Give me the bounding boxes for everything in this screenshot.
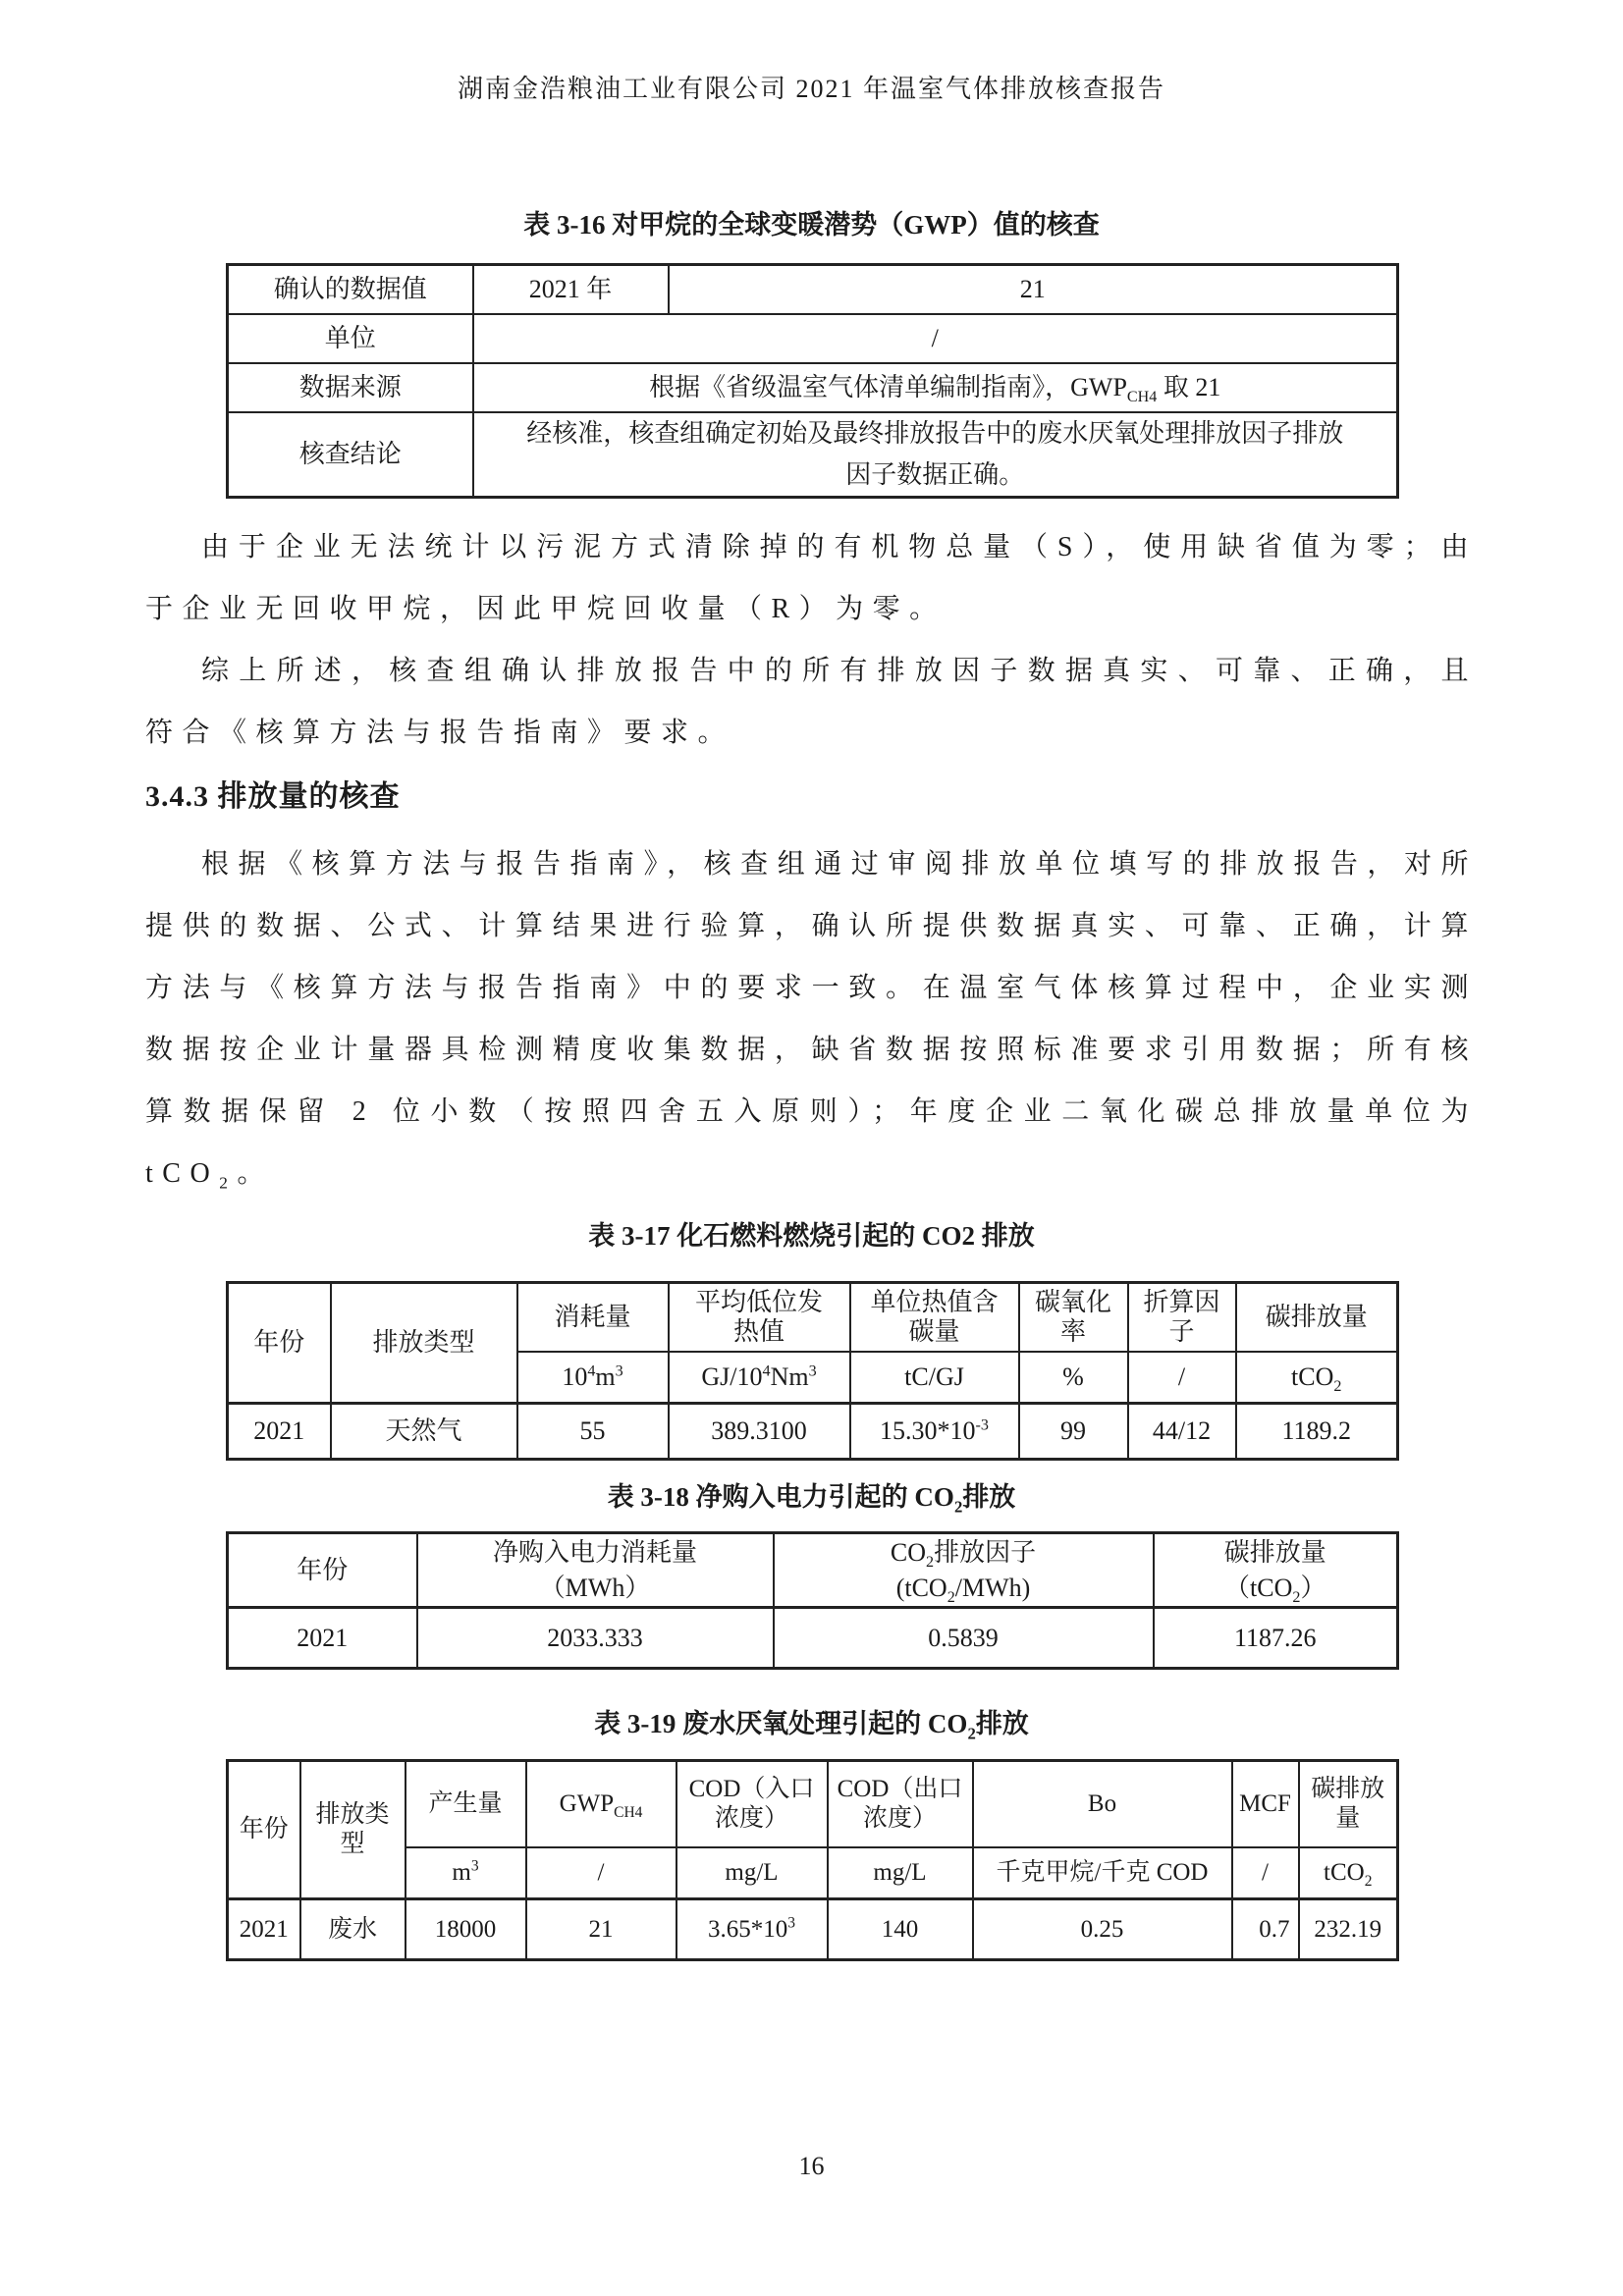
data-cell: 1187.26 — [1154, 1608, 1398, 1669]
table-header-row — [228, 1533, 1398, 1608]
unit-cell: / — [526, 1847, 676, 1899]
header-cell: 碳排放 量 — [1299, 1761, 1398, 1847]
unit-cell: tCO$_2$ — [1236, 1352, 1398, 1404]
header-cell: 折算因 子 — [1128, 1283, 1236, 1352]
header-cell: $CO_2$排放因子 (tCO$_2$/MWh) — [774, 1533, 1154, 1608]
data-cell: 2033.333 — [417, 1608, 774, 1669]
table-row — [228, 314, 1398, 363]
header-cell: 单位热值含 碳量 — [850, 1283, 1019, 1352]
unit-cell: % — [1019, 1352, 1128, 1404]
unit-cell: 千克甲烷/千克 COD — [973, 1847, 1232, 1899]
data-cell: 天然气 — [331, 1404, 517, 1460]
header-cell: 年份 — [228, 1283, 331, 1404]
header-cell: 净购入电力消耗量 （MWh） — [417, 1533, 774, 1608]
data-cell: 18000 — [406, 1899, 526, 1960]
header-cell: 碳排放量 — [1236, 1283, 1398, 1352]
row-label: 数据来源 — [228, 363, 473, 412]
header-cell: Bo — [973, 1761, 1232, 1847]
caption-table-3-16: 表 3-16 对甲烷的全球变暖潜势（GWP）值的核查 — [523, 210, 1100, 240]
confirmed-value-cell: 21 — [669, 265, 1398, 314]
row-label: 单位 — [228, 314, 473, 363]
page-number: 16 — [798, 2152, 825, 2180]
unit-cell: / — [1232, 1847, 1299, 1899]
table-header-row — [228, 1761, 1398, 1847]
table-data-row — [228, 1404, 1398, 1460]
unit-cell: tCO$_2$ — [1299, 1847, 1398, 1899]
data-cell: 0.5839 — [774, 1608, 1154, 1669]
data-cell: 389.3100 — [669, 1404, 850, 1460]
data-cell: 21 — [526, 1899, 676, 1960]
unit-value-cell: / — [473, 314, 1398, 363]
unit-cell: $10^4m^3$ — [517, 1352, 669, 1404]
data-cell: 99 — [1019, 1404, 1128, 1460]
header-cell: COD（入口 浓度） — [676, 1761, 828, 1847]
table-row — [228, 363, 1398, 412]
row-label: 核查结论 — [228, 412, 473, 498]
header-cell: 碳排放量 （tCO$_2$） — [1154, 1533, 1398, 1608]
data-cell: 1189.2 — [1236, 1404, 1398, 1460]
paragraph-1: 由于企业无法统计以污泥方式清除掉的有机物总量（S），使用缺省值为零；由于企业无回收甲烷，因此甲烷回收量（R）为零。 — [145, 532, 1478, 624]
table-header-row — [228, 1283, 1398, 1352]
caption-table-3-19: 表 3-19 废水厌氧处理引起的 $CO_2$排放 — [594, 1709, 1029, 1743]
header-cell: 排放类 型 — [300, 1761, 406, 1899]
unit-cell: / — [1128, 1352, 1236, 1404]
data-cell: 废水 — [300, 1899, 406, 1960]
data-cell: 0.7 — [1232, 1899, 1299, 1960]
row-label: 确认的数据值 — [228, 265, 473, 314]
unit-cell: $GJ/10^4Nm^3$ — [669, 1352, 850, 1404]
unit-cell: tC/GJ — [850, 1352, 1019, 1404]
table-3-17 — [226, 1281, 1399, 1461]
table-3-18 — [226, 1531, 1399, 1670]
unit-cell: mg/L — [828, 1847, 973, 1899]
header-cell: 产生量 — [406, 1761, 526, 1847]
data-cell: 44/12 — [1128, 1404, 1236, 1460]
confirmed-year-cell: 2021 年 — [473, 265, 669, 314]
caption-table-3-17: 表 3-17 化石燃料燃烧引起的 CO2 排放 — [588, 1221, 1035, 1251]
header-cell: 平均低位发 热值 — [669, 1283, 850, 1352]
header-cell: 碳氧化 率 — [1019, 1283, 1128, 1352]
paragraph-2: 综上所述，核查组确认排放报告中的所有排放因子数据真实、可靠、正确，且符合《核算方法与报告指南》要求。 — [145, 656, 1478, 748]
table-3-19 — [226, 1759, 1399, 1961]
header-cell: MCF — [1232, 1761, 1299, 1847]
data-cell: 140 — [828, 1899, 973, 1960]
data-cell: $15.30*10^{-3}$ — [850, 1404, 1019, 1460]
table-3-16 — [226, 263, 1399, 499]
header-cell: COD（出口 浓度） — [828, 1761, 973, 1847]
data-cell: 2021 — [228, 1899, 300, 1960]
header-cell: 消耗量 — [517, 1283, 669, 1352]
unit-cell: $m^3$ — [406, 1847, 526, 1899]
data-cell: 2021 — [228, 1608, 417, 1669]
header-cell: 年份 — [228, 1533, 417, 1608]
data-cell: $3.65*10^3$ — [676, 1899, 828, 1960]
data-cell: 232.19 — [1299, 1899, 1398, 1960]
data-cell: 0.25 — [973, 1899, 1232, 1960]
section-heading-3-4-3: 3.4.3 排放量的核查 — [145, 780, 401, 813]
unit-cell: mg/L — [676, 1847, 828, 1899]
paragraph-3: 根据《核算方法与报告指南》，核查组通过审阅排放单位填写的排放报告，对所提供的数据、公式、计算结果进行验算，确认所提供数据真实、可靠、正确，计算方法与《核算方法与报告指南》中的要求一致。在温室气体核算过程中，企业实测数据按企业计量器具检测精度收集数据，缺省数据按照标准要求引用数据；所有核算数据保留 2 位小数（按照四舍五入原则）；年度企业二氧化碳总排放量单位为 tCO$_2$。 — [145, 849, 1478, 1193]
table-row — [228, 265, 1398, 314]
conclusion-cell: 经核准，核查组确定初始及最终排放报告中的废水厌氧处理排放因子排放 因子数据正确。 — [473, 412, 1398, 498]
data-cell: 55 — [517, 1404, 669, 1460]
table-data-row — [228, 1899, 1398, 1960]
header-cell: 排放类型 — [331, 1283, 517, 1404]
table-row — [228, 412, 1398, 498]
doc-header: 湖南金浩粮油工业有限公司 2021 年温室气体排放核查报告 — [457, 75, 1165, 103]
data-source-cell: 根据《省级温室气体清单编制指南》，$GWP_{CH4}$ 取 21 — [473, 363, 1398, 412]
data-cell: 2021 — [228, 1404, 331, 1460]
header-cell: $GWP_{CH4}$ — [526, 1761, 676, 1847]
caption-table-3-18: 表 3-18 净购入电力引起的 $CO_2$排放 — [607, 1482, 1016, 1517]
header-cell: 年份 — [228, 1761, 300, 1899]
table-data-row — [228, 1608, 1398, 1669]
